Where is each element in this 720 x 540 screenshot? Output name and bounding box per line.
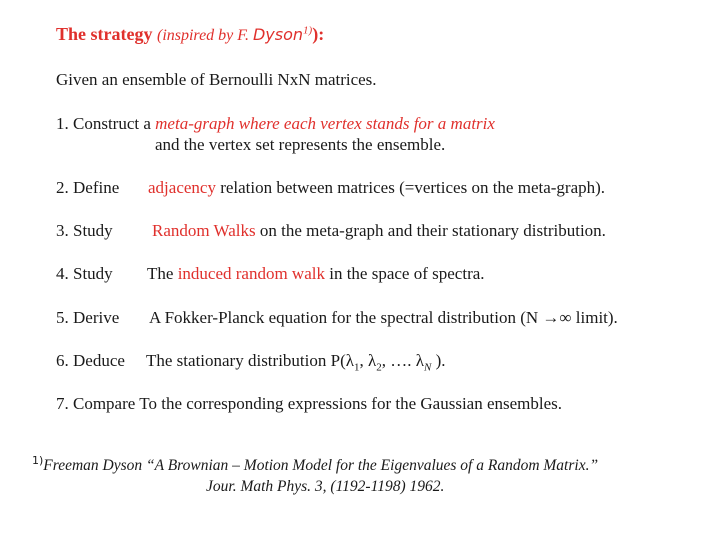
title-close: ): [312, 24, 325, 44]
step-3: 3. Study Random Walks on the meta-graph and their stationary distribution. [56, 221, 606, 240]
step-4: 4. Study The induced random walk in the space of spectra. [56, 264, 485, 283]
footnote-line-1: $^{1)}$Freeman Dyson “A Brownian – Motion Model for the Eigenvalues of a Random Matrix.” [32, 453, 599, 474]
footnote-marker: 1) [32, 453, 44, 467]
step-2-label: 2. Define [56, 178, 120, 197]
step-3-label: 3. Study [56, 221, 113, 240]
footnote-line-2: Jour. Math Phys. 3, (1192-1198) 1962. [206, 478, 445, 495]
step-1: 1. Construct a meta-graph where each vertex stands for a matrix [56, 114, 495, 133]
step-7-label: 7. Compare [56, 394, 136, 413]
intro-text: Given an ensemble of Bernoulli NxN matrices. [56, 70, 377, 89]
step-4-highlight: induced random walk [177, 264, 325, 283]
step-4-label: 4. Study [56, 264, 113, 283]
step-3-highlight: Random Walks [152, 221, 256, 240]
step-5: 5. Derive A Fokker-Planck equation for the spectral distribution (N →∞ limit). [56, 308, 618, 327]
step-2-highlight: adjacency [148, 178, 216, 197]
step-7: 7. Compare To the corresponding expressions for the Gaussian ensembles. [56, 394, 563, 413]
slide-title [56, 24, 324, 46]
title-bold: The strategy [56, 24, 153, 44]
step-6-label: 6. Deduce [56, 351, 125, 370]
step-1-highlight: meta-graph where each vertex stands for a matrix [155, 114, 495, 133]
step-6: 6. Deduce The stationary distribution $P(\lambda_1$, $\lambda_2$, …. $\lambda_N$ ). [56, 351, 446, 374]
step-5-label: 5. Derive [56, 308, 120, 327]
step-1-label: 1. Construct [56, 114, 140, 133]
title-inspired: (inspired by F. Dyson$^{1)}$ [156, 24, 313, 44]
step-1-continuation: and the vertex set represents the ensemble. [155, 135, 446, 154]
step-2: 2. Define adjacency relation between matrices (=vertices on the meta-graph). [56, 178, 606, 197]
